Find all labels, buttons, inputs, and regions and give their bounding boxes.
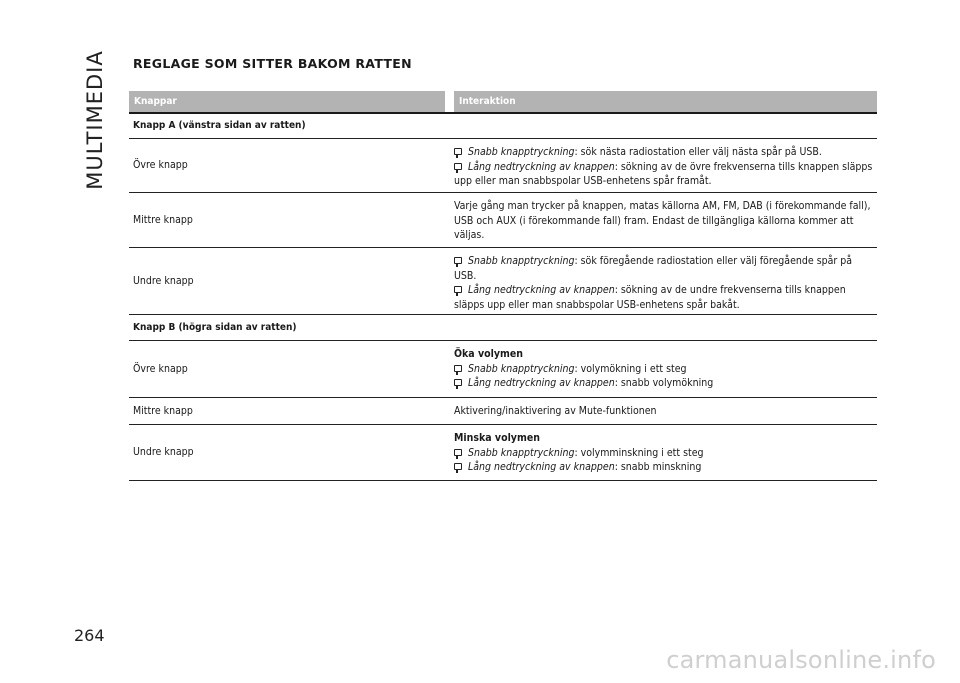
interaction-cell: Varje gång man trycker på knappen, matas källorna AM, FM, DAB (i förekommande fall), USB och AUX (i förekommande fall) fram. Endast de tillgängliga källorna kommer att väljas. <box>454 200 871 241</box>
table-row <box>129 425 877 481</box>
bullet-icon <box>454 286 462 293</box>
button-name: Mittre knapp <box>133 404 193 417</box>
group-knapp-a: Knapp A (vänstra sidan av ratten) <box>129 114 877 139</box>
bullet-icon <box>454 257 462 264</box>
button-name: Övre knapp <box>133 159 188 172</box>
page-number: 264 <box>74 626 105 645</box>
table-row <box>129 139 877 193</box>
header-interaktion: Interaktion <box>454 91 877 112</box>
interaction-cell: Minska volymen Snabb knapptryckning: volymminskning i ett steg Lång nedtryckning av knappen: snabb minskning <box>454 425 877 480</box>
volume-up-title: Öka volymen <box>454 348 523 360</box>
button-name: Mittre knapp <box>133 213 193 226</box>
bullet-icon <box>454 148 462 155</box>
section-title-text: MULTIMEDIA <box>83 50 107 190</box>
group-knapp-b: Knapp B (högra sidan av ratten) <box>129 315 877 341</box>
interaction-cell: Snabb knapptryckning: sök föregående radiostation eller välj föregående spår på USB. Lång nedtryckning av knappen: sökning av de undre frekvenserna tills knappen släpps upp eller man snabbspolar USB-enhetens spår bakåt. <box>454 255 853 311</box>
page-heading: REGLAGE SOM SITTER BAKOM RATTEN <box>133 56 412 71</box>
button-name: Övre knapp <box>133 362 188 375</box>
table-row <box>129 341 877 398</box>
button-name: Undre knapp <box>133 274 194 287</box>
interaction-cell: Öka volymen Snabb knapptryckning: volymökning i ett steg Lång nedtryckning av knappen: snabb volymökning <box>454 341 877 397</box>
controls-table <box>129 91 877 481</box>
button-name: Undre knapp <box>133 446 194 459</box>
table-row <box>129 398 877 425</box>
bullet-icon <box>454 365 462 372</box>
interaction-cell: Snabb knapptryckning: sök nästa radiostation eller välj nästa spår på USB. Lång nedtryckning av knappen: sökning av de övre frekvenserna tills knappen släpps upp eller man snabbspolar USB-enhetens spår framåt. <box>454 146 873 187</box>
watermark-text: carmanualsonline.info <box>666 646 936 674</box>
table-row <box>129 193 877 248</box>
bullet-icon <box>454 163 462 170</box>
bullet-icon <box>454 463 462 470</box>
table-header <box>129 91 877 112</box>
interaction-cell: Aktivering/inaktivering av Mute-funktionen <box>454 405 657 417</box>
bullet-icon <box>454 449 462 456</box>
header-knappar: Knappar <box>129 91 445 112</box>
volume-down-title: Minska volymen <box>454 432 540 444</box>
table-row <box>129 248 877 315</box>
section-title <box>78 50 112 190</box>
bullet-icon <box>454 379 462 386</box>
